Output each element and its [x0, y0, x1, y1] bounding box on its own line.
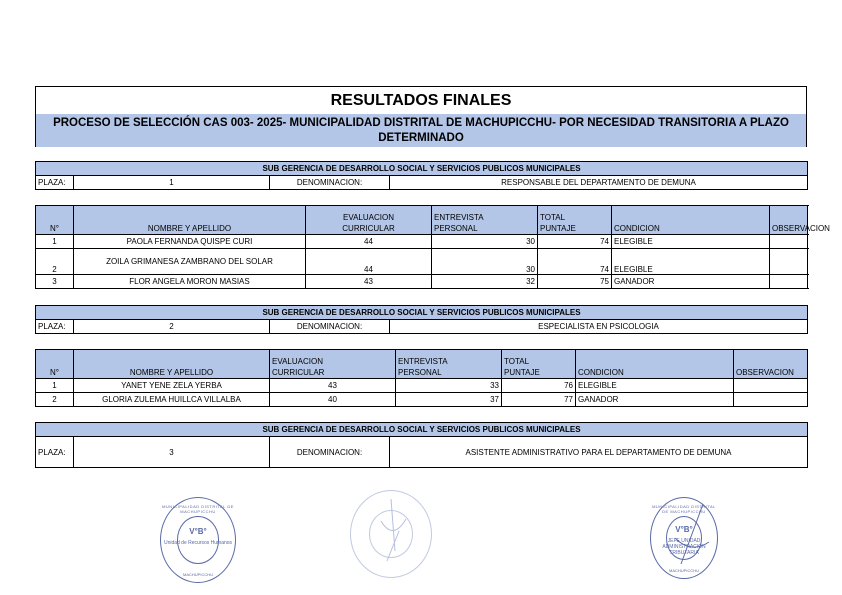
row-entrevista: 37 [396, 393, 502, 407]
row-number: 3 [36, 275, 74, 289]
middle-seal-stamp [350, 490, 432, 578]
row-nombre: GLORIA ZULEMA HUILLCA VILLALBA [74, 393, 270, 407]
col-n-header: N° [36, 206, 74, 235]
row-number: 2 [36, 249, 74, 275]
row-entrevista: 30 [432, 235, 538, 249]
seal-vb-text: V°B° [189, 526, 207, 536]
col-condicion-header: CONDICION [576, 350, 734, 379]
seal-bottom-text: MACHUPICCHU [183, 572, 213, 577]
plaza-2-header-table [35, 305, 808, 334]
plaza-2-results-table [35, 349, 808, 407]
row-total: 76 [502, 379, 576, 393]
row-evaluacion: 44 [306, 235, 432, 249]
col-nombre-header: NOMBRE Y APELLIDO [74, 206, 306, 235]
row-observacion [770, 235, 808, 249]
denominacion-label: DENOMINACION: [270, 176, 390, 190]
row-total: 74 [538, 235, 612, 249]
table-row [36, 235, 808, 249]
row-evaluacion: 44 [306, 249, 432, 275]
process-subtitle [36, 114, 806, 147]
row-nombre: PAOLA FERNANDA QUISPE CURI [74, 235, 306, 249]
col-nombre-header: NOMBRE Y APELLIDO [74, 350, 270, 379]
col-entrevista-header: ENTREVISTA PERSONAL [432, 206, 538, 235]
seal-unit-text: JEFE UNIDAD ADMINISTRACION TRIBUTARIA [662, 538, 706, 556]
col-evaluacion-header: EVALUACION CURRICULAR [306, 206, 432, 235]
row-total: 77 [502, 393, 576, 407]
row-condicion: ELEGIBLE [612, 249, 770, 275]
seal-ring-text: MUNICIPALIDAD DISTRITAL DE MACHUPICCHU [162, 504, 234, 514]
left-seal-stamp [160, 497, 236, 583]
col-entrevista-header: ENTREVISTA PERSONAL [396, 350, 502, 379]
row-nombre: YANET YENE ZELA YERBA [74, 379, 270, 393]
page-title: RESULTADOS FINALES [36, 87, 806, 115]
row-observacion [734, 379, 808, 393]
col-observacion-header: OBSERVACION [770, 206, 808, 235]
plaza-3-header-table [35, 422, 808, 468]
row-observacion [770, 275, 808, 289]
plaza-number: 1 [74, 176, 270, 190]
subtitle-line-2: DETERMINADO [378, 132, 464, 144]
plaza-label: PLAZA: [36, 320, 74, 334]
plaza-number: 2 [74, 320, 270, 334]
table-row [36, 379, 808, 393]
gerencia-header: SUB GERENCIA DE DESARROLLO SOCIAL Y SERVICIOS PUBLICOS MUNICIPALES [36, 162, 808, 176]
seal-unit-text: Unidad de Recursos Humanos [163, 540, 233, 546]
row-evaluacion: 40 [270, 393, 396, 407]
seal-ring-text: MUNICIPALIDAD DISTRITAL DE MACHUPICCHU [652, 504, 716, 514]
gerencia-header: SUB GERENCIA DE DESARROLLO SOCIAL Y SERVICIOS PUBLICOS MUNICIPALES [36, 423, 808, 437]
row-number: 1 [36, 379, 74, 393]
table-row [36, 275, 808, 289]
row-entrevista: 32 [432, 275, 538, 289]
right-seal-stamp [650, 497, 718, 579]
plaza-label: PLAZA: [36, 437, 74, 468]
col-condicion-header: CONDICION [612, 206, 770, 235]
denominacion-label: DENOMINACION: [270, 320, 390, 334]
title-block [35, 86, 807, 147]
plaza-label: PLAZA: [36, 176, 74, 190]
row-nombre: ZOILA GRIMANESA ZAMBRANO DEL SOLAR [74, 249, 306, 275]
table-row [36, 249, 808, 275]
row-condicion: ELEGIBLE [576, 379, 734, 393]
row-evaluacion: 43 [306, 275, 432, 289]
row-number: 2 [36, 393, 74, 407]
plaza-1-results-table [35, 205, 830, 289]
row-entrevista: 30 [432, 249, 538, 275]
row-nombre: FLOR ANGELA MORON MASIAS [74, 275, 306, 289]
col-total-header: TOTAL PUNTAJE [538, 206, 612, 235]
gerencia-header: SUB GERENCIA DE DESARROLLO SOCIAL Y SERVICIOS PUBLICOS MUNICIPALES [36, 306, 808, 320]
row-total: 75 [538, 275, 612, 289]
row-entrevista: 33 [396, 379, 502, 393]
row-condicion: GANADOR [612, 275, 770, 289]
row-observacion [770, 249, 808, 275]
denominacion-value: ESPECIALISTA EN PSICOLOGIA [390, 320, 808, 334]
col-observacion-header: OBSERVACION [734, 350, 808, 379]
denominacion-value: RESPONSABLE DEL DEPARTAMENTO DE DEMUNA [390, 176, 808, 190]
denominacion-value: ASISTENTE ADMINISTRATIVO PARA EL DEPARTAMENTO DE DEMUNA [390, 437, 808, 468]
row-condicion: GANADOR [576, 393, 734, 407]
row-observacion [734, 393, 808, 407]
signature-scribble-icon [651, 498, 719, 580]
plaza-1-header-table [35, 161, 808, 190]
seal-bottom-text: MACHUPICCHU [669, 568, 699, 573]
col-evaluacion-header: EVALUACION CURRICULAR [270, 350, 396, 379]
table-row [36, 393, 808, 407]
col-total-header: TOTAL PUNTAJE [502, 350, 576, 379]
col-n-header: N° [36, 350, 74, 379]
row-evaluacion: 43 [270, 379, 396, 393]
row-number: 1 [36, 235, 74, 249]
signature-scribble-icon [351, 491, 433, 579]
subtitle-line-1: PROCESO DE SELECCIÓN CAS 003- 2025- MUNICIPALIDAD DISTRITAL DE MACHUPICCHU- POR NECESIDAD TRANSITORIA A PLAZO [53, 117, 789, 129]
row-total: 74 [538, 249, 612, 275]
denominacion-label: DENOMINACION: [270, 437, 390, 468]
seal-vb-text: V°B° [675, 525, 693, 535]
row-condicion: ELEGIBLE [612, 235, 770, 249]
plaza-number: 3 [74, 437, 270, 468]
